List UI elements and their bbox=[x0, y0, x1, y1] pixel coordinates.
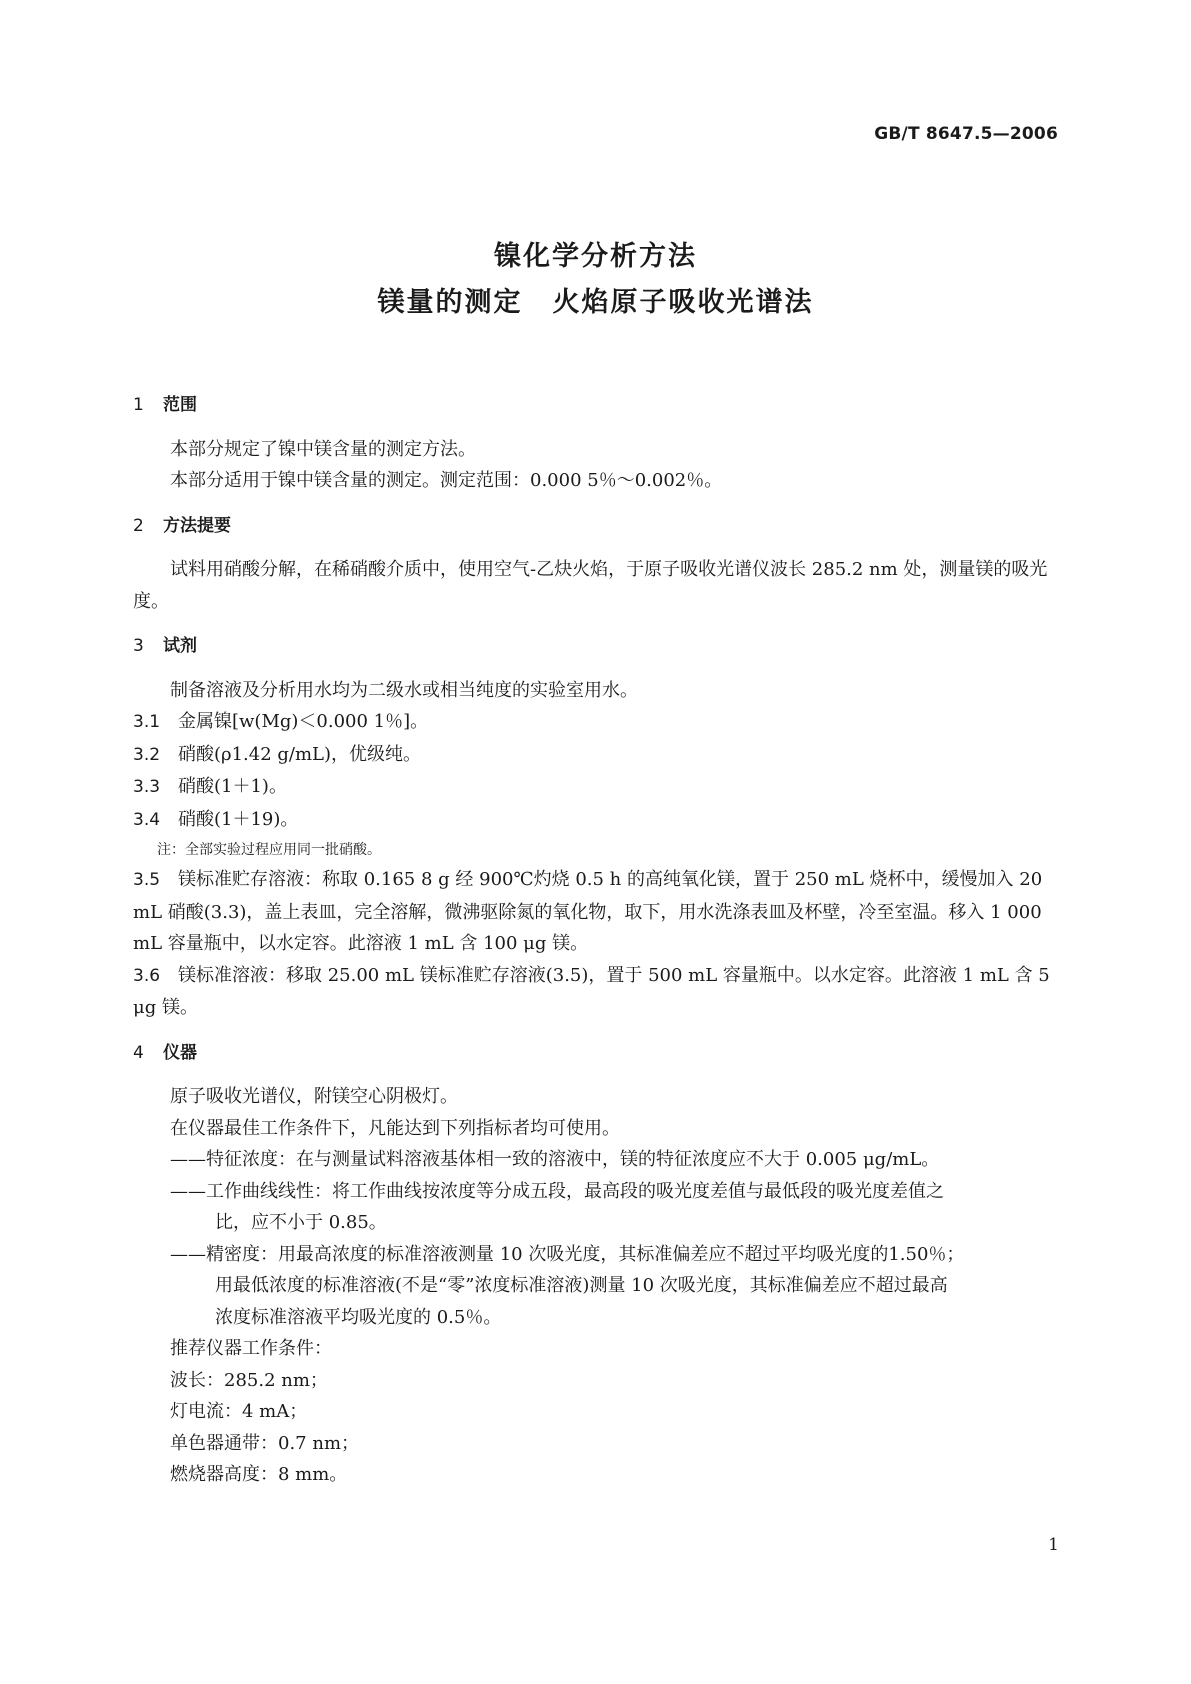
section-number: 4 bbox=[133, 1042, 144, 1063]
section-number: 2 bbox=[133, 515, 144, 536]
section-title: 仪器 bbox=[163, 1042, 197, 1063]
list-item bbox=[133, 960, 1058, 1024]
dash-item-continuation: 比，应不小于 0.85。 bbox=[215, 1212, 387, 1233]
dash-item: ——特征浓度：在与测量试料溶液基体相一致的溶液中，镁的特征浓度应不大于 0.005 μg/mL。 bbox=[170, 1149, 940, 1170]
condition-line: 燃烧器高度：8 mm。 bbox=[170, 1464, 348, 1485]
paragraph: 原子吸收光谱仪，附镁空心阴极灯。 bbox=[170, 1086, 458, 1107]
condition-line: 灯电流：4 mA； bbox=[170, 1401, 308, 1422]
section-heading-3 bbox=[133, 631, 1058, 663]
condition-line: 波长：285.2 nm； bbox=[170, 1369, 328, 1391]
section-title: 范围 bbox=[163, 395, 197, 415]
document-title-line1: 镍化学分析方法 bbox=[494, 241, 697, 272]
section-heading-4 bbox=[133, 1038, 1058, 1070]
item-text: 硝酸(1＋1)。 bbox=[178, 776, 287, 797]
document-title-line2 bbox=[0, 280, 1191, 319]
item-number: 3.3 bbox=[133, 777, 161, 797]
page-number: 1 bbox=[1048, 1535, 1059, 1555]
paragraph: 试料用硝酸分解，在稀硝酸介质中，使用空气-乙炔火焰，于原子吸收光谱仪波长 285.2 nm 处，测量镁的吸光度。 bbox=[133, 559, 1048, 612]
item-number: 3.4 bbox=[133, 809, 161, 830]
standard-number: GB/T 8647.5—2006 bbox=[874, 124, 1058, 144]
paragraph: 在仪器最佳工作条件下，凡能达到下列指标者均可使用。 bbox=[170, 1117, 620, 1139]
section-heading-2 bbox=[133, 511, 1058, 543]
list-item bbox=[133, 706, 1058, 739]
dash-item: ——工作曲线线性：将工作曲线按浓度等分成五段，最高段的吸光度差值与最低段的吸光度差值之 bbox=[170, 1180, 944, 1202]
item-text: 硝酸(1＋19)。 bbox=[178, 808, 299, 830]
dash-item: ——精密度：用最高浓度的标准溶液测量 10 次吸光度，其标准偏差应不超过平均吸光度的1.50％； bbox=[170, 1243, 965, 1265]
item-text: 镁标准贮存溶液：称取 0.165 8 g 经 900℃灼烧 0.5 h 的高纯氧化镁，置于 250 mL 烧杯中，缓慢加入 20 mL 硝酸(3.3)，盖上表皿，完全溶解，微沸驱除氮的氧化物，取下，用水洗涤表皿及杯壁，冷至室温。移入 1 000 mL 容量瓶中，以水定容。此溶液 1 mL 含 100 μg 镁。 bbox=[133, 869, 1043, 954]
paragraph: 制备溶液及分析用水均为二级水或相当纯度的实验室用水。 bbox=[170, 679, 638, 701]
section-number: 1 bbox=[133, 395, 144, 415]
dash-item-continuation: 用最低浓度的标准溶液(不是“零”浓度标准溶液)测量 10 次吸光度，其标准偏差应不超过最高 bbox=[215, 1275, 948, 1296]
item-number: 3.6 bbox=[133, 965, 161, 986]
paragraph: 推荐仪器工作条件： bbox=[170, 1338, 332, 1359]
list-item bbox=[133, 771, 1058, 804]
note: 注：全部实验过程应用同一批硝酸。 bbox=[157, 842, 381, 858]
list-item bbox=[133, 864, 1058, 960]
paragraph: 本部分适用于镍中镁含量的测定。测定范围：0.000 5％～0.002％。 bbox=[170, 470, 723, 491]
dash-item-continuation: 浓度标准溶液平均吸光度的 0.5％。 bbox=[215, 1306, 502, 1328]
title-part-a: 镁量的测定 bbox=[377, 287, 523, 318]
document-body bbox=[133, 390, 1058, 1491]
list-item bbox=[133, 804, 1058, 837]
section-heading-1 bbox=[133, 390, 1058, 422]
section-title: 方法提要 bbox=[163, 515, 231, 536]
item-text: 硝酸(ρ1.42 g/mL)，优级纯。 bbox=[178, 743, 422, 765]
item-number: 3.1 bbox=[133, 712, 161, 732]
section-title: 试剂 bbox=[163, 636, 197, 656]
item-text: 镁标准溶液：移取 25.00 mL 镁标准贮存溶液(3.5)，置于 500 mL 容量瓶中。以水定容。此溶液 1 mL 含 5 μg 镁。 bbox=[133, 964, 1050, 1018]
item-number: 3.2 bbox=[133, 744, 161, 765]
section-number: 3 bbox=[133, 636, 144, 656]
item-number: 3.5 bbox=[133, 870, 161, 890]
list-item bbox=[133, 739, 1058, 772]
title-part-b: 火焰原子吸收光谱法 bbox=[552, 287, 814, 318]
item-text: 金属镍[w(Mg)＜0.000 1％]。 bbox=[178, 711, 429, 732]
condition-line: 单色器通带：0.7 nm； bbox=[170, 1432, 360, 1454]
paragraph: 本部分规定了镍中镁含量的测定方法。 bbox=[170, 438, 476, 460]
